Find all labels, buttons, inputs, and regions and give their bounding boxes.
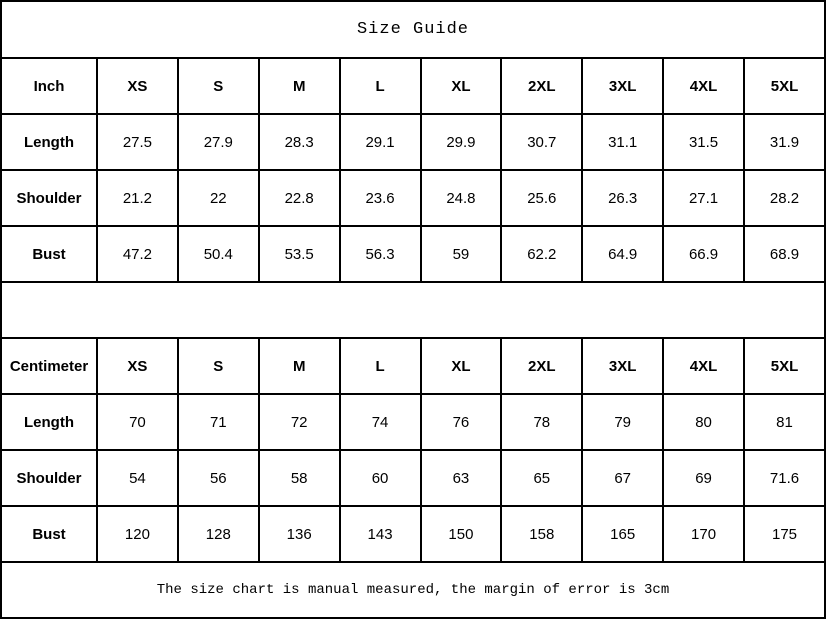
size-value-cell: 31.5: [663, 114, 744, 170]
spacer-cell: [1, 282, 825, 338]
size-value-cell: 29.1: [340, 114, 421, 170]
measurement-row: [1, 506, 825, 562]
size-value-cell: 158: [501, 506, 582, 562]
size-value-cell: 47.2: [97, 226, 178, 282]
size-value-cell: 56: [178, 450, 259, 506]
measurement-row: [1, 170, 825, 226]
size-value-cell: 78: [501, 394, 582, 450]
size-value-cell: 120: [97, 506, 178, 562]
size-value-cell: 29.9: [421, 114, 502, 170]
size-value-cell: 63: [421, 450, 502, 506]
size-value-cell: 69: [663, 450, 744, 506]
size-value-cell: 62.2: [501, 226, 582, 282]
size-value-cell: 71.6: [744, 450, 825, 506]
size-header-cell: 3XL: [582, 58, 663, 114]
size-header-cell: L: [340, 58, 421, 114]
size-value-cell: 70: [97, 394, 178, 450]
size-header-cell: XS: [97, 58, 178, 114]
size-value-cell: 25.6: [501, 170, 582, 226]
size-value-cell: 56.3: [340, 226, 421, 282]
size-value-cell: 64.9: [582, 226, 663, 282]
size-value-cell: 128: [178, 506, 259, 562]
footer-row: [1, 562, 825, 618]
size-value-cell: 59: [421, 226, 502, 282]
measurement-row: [1, 226, 825, 282]
unit-header-cell: Centimeter: [1, 338, 97, 394]
centimeter-table-section: [1, 338, 825, 562]
measurement-row: [1, 450, 825, 506]
size-header-cell: 3XL: [582, 338, 663, 394]
size-value-cell: 74: [340, 394, 421, 450]
size-value-cell: 143: [340, 506, 421, 562]
size-value-cell: 72: [259, 394, 340, 450]
size-value-cell: 65: [501, 450, 582, 506]
size-header-cell: M: [259, 338, 340, 394]
size-value-cell: 22.8: [259, 170, 340, 226]
title-row: [1, 1, 825, 58]
size-value-cell: 60: [340, 450, 421, 506]
size-value-cell: 170: [663, 506, 744, 562]
size-header-cell: 2XL: [501, 338, 582, 394]
size-value-cell: 165: [582, 506, 663, 562]
size-value-cell: 175: [744, 506, 825, 562]
row-label: Bust: [1, 226, 97, 282]
unit-header-cell: Inch: [1, 58, 97, 114]
size-value-cell: 68.9: [744, 226, 825, 282]
inch-table-section: [1, 58, 825, 282]
size-value-cell: 79: [582, 394, 663, 450]
size-header-cell: 2XL: [501, 58, 582, 114]
size-value-cell: 30.7: [501, 114, 582, 170]
size-value-cell: 27.5: [97, 114, 178, 170]
size-header-cell: XS: [97, 338, 178, 394]
size-header-cell: XL: [421, 338, 502, 394]
size-header-cell: S: [178, 58, 259, 114]
row-label: Bust: [1, 506, 97, 562]
size-value-cell: 24.8: [421, 170, 502, 226]
size-value-cell: 27.9: [178, 114, 259, 170]
size-value-cell: 67: [582, 450, 663, 506]
size-header-row: [1, 58, 825, 114]
size-value-cell: 21.2: [97, 170, 178, 226]
spacer-section: [1, 282, 825, 338]
size-value-cell: 150: [421, 506, 502, 562]
row-label: Shoulder: [1, 170, 97, 226]
page-title: Size Guide: [1, 1, 825, 58]
size-value-cell: 136: [259, 506, 340, 562]
size-value-cell: 54: [97, 450, 178, 506]
size-header-cell: 4XL: [663, 58, 744, 114]
size-value-cell: 71: [178, 394, 259, 450]
size-header-cell: 5XL: [744, 338, 825, 394]
size-value-cell: 31.1: [582, 114, 663, 170]
size-header-cell: S: [178, 338, 259, 394]
measurement-row: [1, 114, 825, 170]
size-value-cell: 76: [421, 394, 502, 450]
size-value-cell: 81: [744, 394, 825, 450]
row-label: Length: [1, 114, 97, 170]
size-value-cell: 80: [663, 394, 744, 450]
size-header-cell: 4XL: [663, 338, 744, 394]
size-value-cell: 28.3: [259, 114, 340, 170]
size-header-cell: M: [259, 58, 340, 114]
size-header-cell: 5XL: [744, 58, 825, 114]
size-value-cell: 22: [178, 170, 259, 226]
size-header-cell: XL: [421, 58, 502, 114]
size-value-cell: 28.2: [744, 170, 825, 226]
size-header-cell: L: [340, 338, 421, 394]
spacer-row: [1, 282, 825, 338]
measurement-note: The size chart is manual measured, the margin of error is 3cm: [1, 562, 825, 618]
size-value-cell: 27.1: [663, 170, 744, 226]
row-label: Length: [1, 394, 97, 450]
size-value-cell: 23.6: [340, 170, 421, 226]
size-value-cell: 53.5: [259, 226, 340, 282]
title-section: [1, 1, 825, 58]
size-value-cell: 58: [259, 450, 340, 506]
size-value-cell: 50.4: [178, 226, 259, 282]
row-label: Shoulder: [1, 450, 97, 506]
measurement-row: [1, 394, 825, 450]
size-value-cell: 26.3: [582, 170, 663, 226]
footer-section: [1, 562, 825, 618]
size-header-row: [1, 338, 825, 394]
size-value-cell: 66.9: [663, 226, 744, 282]
size-value-cell: 31.9: [744, 114, 825, 170]
